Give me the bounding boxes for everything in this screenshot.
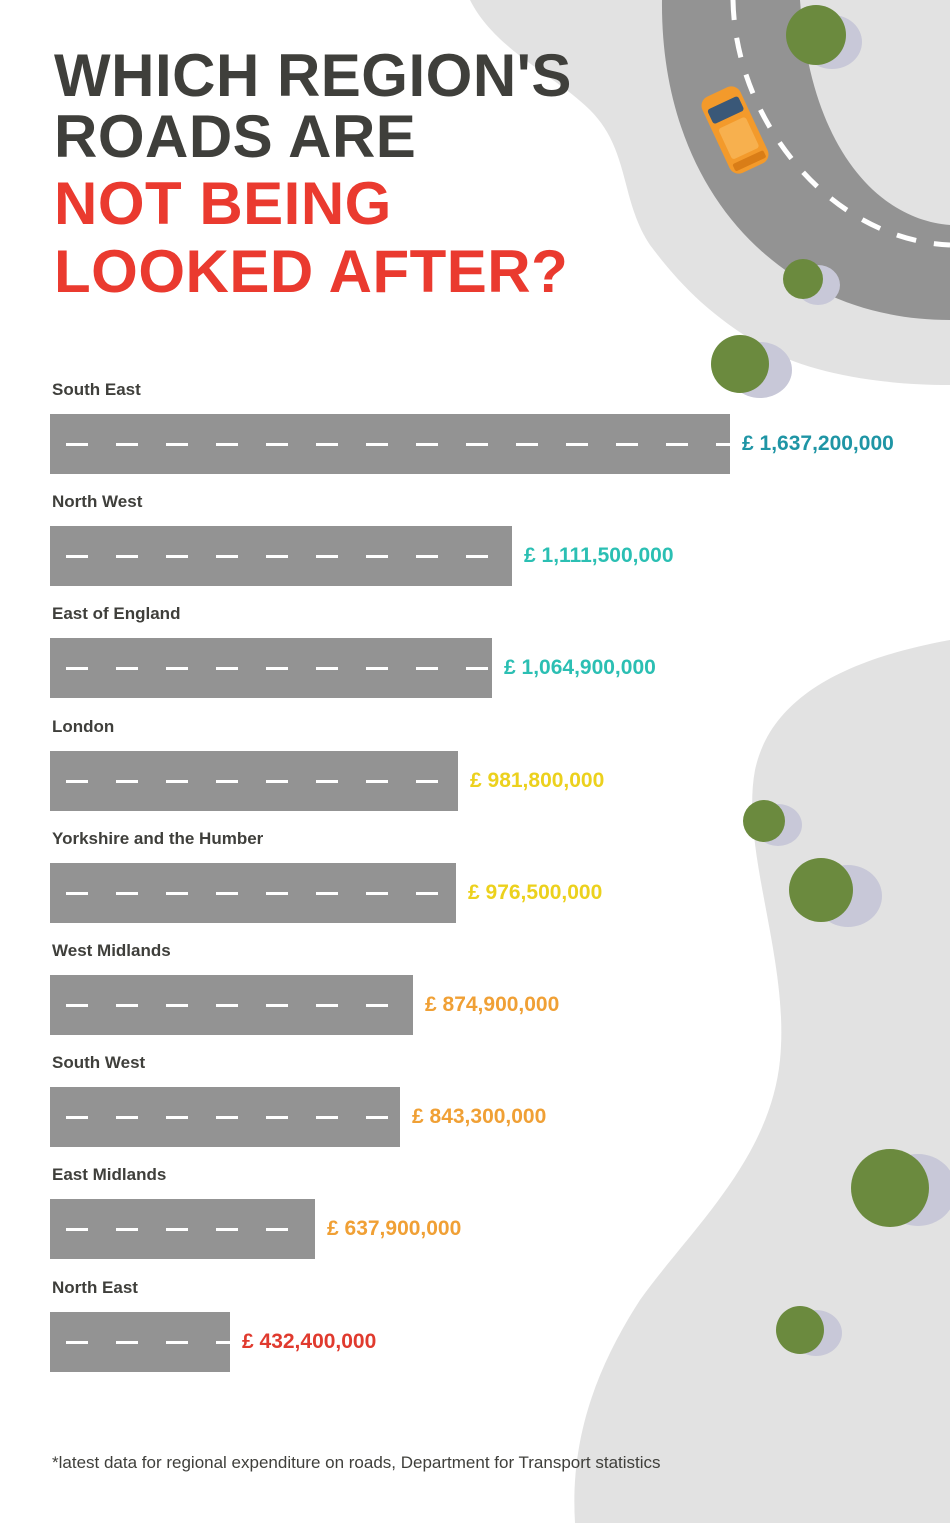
bar-value-label: £ 1,064,900,000 [504, 656, 656, 680]
tree-icon [851, 1149, 950, 1227]
road-dashes [66, 667, 492, 670]
footnote: *latest data for regional expenditure on roads, Department for Transport statistics [52, 1453, 661, 1472]
road-bar [50, 863, 456, 923]
region-label: North West [52, 492, 143, 512]
bar-value-label: £ 981,800,000 [470, 768, 605, 792]
road-dashes [66, 1116, 400, 1119]
road-dashes [66, 1004, 413, 1007]
road-dashes [66, 443, 730, 446]
road-bar [50, 1199, 315, 1259]
road-bar [50, 526, 512, 586]
bar-value-label: £ 843,300,000 [412, 1105, 547, 1129]
road-dashes [66, 1228, 315, 1231]
region-label: East Midlands [52, 1165, 167, 1185]
title-line-2: ROADS ARE [54, 103, 417, 170]
region-label: West Midlands [52, 941, 171, 960]
road-dashes [66, 1341, 230, 1344]
road-dashes [66, 780, 458, 783]
road-bar [50, 751, 458, 811]
title-accent-line-2: LOOKED AFTER? [54, 238, 569, 305]
region-label: South East [52, 380, 141, 399]
road-bar [50, 975, 413, 1035]
region-label: London [52, 716, 115, 736]
road-dashes [66, 555, 512, 558]
bar-value-label: £ 637,900,000 [327, 1217, 462, 1241]
road-bar [50, 1087, 400, 1147]
bar-value-label: £ 432,400,000 [242, 1329, 377, 1353]
road-bar [50, 638, 492, 698]
road-dashes [66, 892, 456, 895]
road-bar [50, 414, 730, 474]
region-label: East of England [52, 604, 181, 624]
region-label: North East [52, 1277, 138, 1297]
region-label: Yorkshire and the Humber [52, 828, 264, 848]
road-bar [50, 1312, 230, 1372]
bar-value-label: £ 874,900,000 [425, 993, 560, 1016]
bottom-verge-shape [574, 640, 950, 1523]
region-label: South West [52, 1053, 146, 1073]
title-accent-line-1: NOT BEING [54, 170, 392, 237]
bar-value-label: £ 1,637,200,000 [742, 432, 894, 455]
title-line-1: WHICH REGION'S [54, 42, 572, 109]
bar-value-label: £ 976,500,000 [468, 880, 603, 904]
bar-value-label: £ 1,111,500,000 [524, 544, 674, 568]
